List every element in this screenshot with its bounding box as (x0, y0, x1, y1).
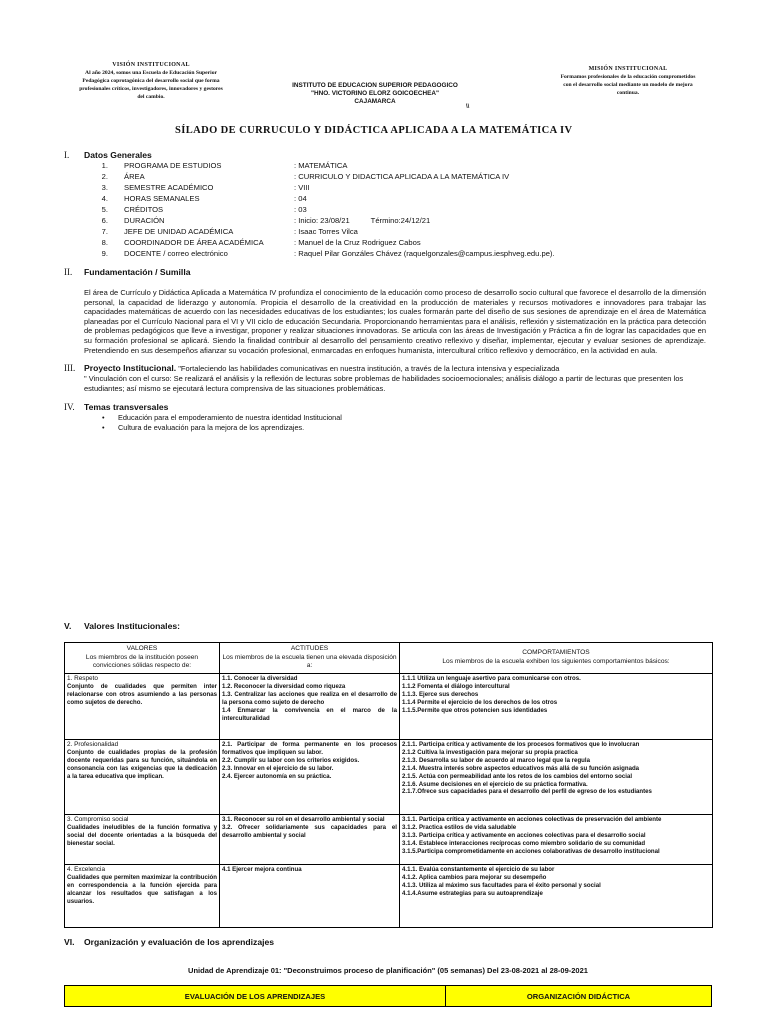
table-row (65, 815, 713, 865)
section-title: Fundamentación / Sumilla (84, 267, 191, 277)
institute-line: CAJAMARCA (354, 98, 396, 105)
mission-text: Formamos profesionales de la educación comprometidos con el desarrollo social mediante un modelo de mejora continua. (560, 74, 696, 96)
table-header-cell: COMPORTAMIENTOS Los miembros de la escuela exhiben los siguientes comportamientos básicos: (400, 643, 713, 674)
page-title: SÍLADO DE CURRUCULO Y DIDÁCTICA APLICADA A LA MATEMÁTICA IV (175, 125, 573, 136)
list-item: • Cultura de evaluación para la mejora de los aprendizajes. (102, 423, 602, 433)
section-number: I. (64, 150, 70, 160)
institute-line: "HNO. VICTORINO ELORZ GOICOECHEA" (310, 90, 440, 97)
list-item: 8. COORDINADOR DE ÁREA ACADÉMICA : Manuel de la Cruz Rodriguez Cabos (101, 238, 421, 247)
list-item: 2. ÁREA : CURRICULO Y DIDACTICA APLICADA A LA MATEMÁTICA IV (101, 172, 510, 181)
section-heading (64, 267, 190, 277)
mission-title: MISIÓN INSTITUCIONAL (588, 66, 668, 72)
unidad-title: Unidad de Aprendizaje 01: "Deconstruimos proceso de planificación" (05 semanas) Del 23-08-2021 al 28-09-2021 (188, 966, 588, 975)
institute-block (290, 82, 460, 106)
section-title: Proyecto Institucional. (84, 363, 177, 373)
table-cell: 2. Profesionalidad Conjunto de cualidades propias de la profesión docente requeridas para su función, situándola en consonancia con las exigencias que la dedicación a la tarea educativa que implican. (65, 740, 220, 815)
table-cell: 2.1. Participar de forma permanente en los procesos formativos que impliquen su labor. 2.2. Cumplir su labor con los criterios exigidos. 2.3. Innovar en el ejercicio de su labor. 2.4. Ejercer autonomía en su práctica. (220, 740, 400, 815)
section-heading (64, 937, 274, 947)
table-row (65, 674, 713, 740)
eval-left-label: EVALUACIÓN DE LOS APRENDIZAJES (65, 986, 446, 1006)
list-item: • Educación para el empoderamiento de nuestra identidad Institucional (102, 413, 602, 423)
section-number: IV. (64, 402, 75, 412)
list-item: 6. DURACIÓN : Inicio: 23/08/21 Término:24/12/21 (101, 216, 431, 225)
mission-block (558, 65, 698, 97)
list-item: 5. CRÉDITOS : 03 (101, 205, 307, 214)
table-cell: 1.1.1 Utiliza un lenguaje asertivo para comunicarse con otros. 1.1.2 Fomenta el diálogo intercultural 1.1.3. Ejerce sus derechos 1.1.4 Permite el ejercicio de los derechos de los otros 1.1.5.Permite que otros potencien sus identidades (400, 674, 713, 740)
section-heading (64, 621, 180, 631)
datos-generales-list (94, 160, 654, 260)
vision-text: Al año 2024, somos una Escuela de Educación Superior Pedagógica coprotagónica del desarrollo social que forma profesionales críticos, investigadores, innovadores y gestores del cambio. (79, 70, 223, 100)
table-cell: 3.1. Reconocer su rol en el desarrollo ambiental y social 3.2. Ofrecer solidariamente sus capacidades para el desarrollo ambiental y social (220, 815, 400, 865)
table-cell: 1. Respeto Conjunto de cualidades que permiten inter relacionarse con otros asumiendo a las personas como sujetos de derecho. (65, 674, 220, 740)
temas-list (102, 413, 602, 433)
table-header-cell: VALORES Los miembros de la institución poseen convicciones sólidas respecto de: (65, 643, 220, 674)
table-row (65, 865, 713, 928)
fundamentacion-text: El área de Currículo y Didáctica Aplicada a Matemática IV profundiza el conocimiento de la educación como proceso de desarrollo socio cultural que favorece el desarrollo de la dimensión personal, la capacidad de liderazgo y autonomía. Propicia el desarrollo de la creatividad en la producción de materiales y recursos motivadores e innovadores para trabajar las capacidades matemáticas de acuerdo con las necesidades educativas de los estudiantes; los cuales formarán parte del diseño de sus sesiones de aprendizaje en el área de Matemática planeadas por el Currículo Nacional para el VI y VII ciclo de educación Secundaria. Proporcionando herramientas para el análisis, reflexión y sistematización en la práctica para detección de problemas pedagógicos que lleve a investigar, proponer y realizar situaciones innovadoras. Se articula con las áreas de Investigación y Práctica a fin de lograr las capacidades que en su formación profesional se aplicará. Siendo la finalidad contribuir al desarrollo del pensamiento creativo reflexivo y diseñar, implementar, ejecutar y evaluar sesiones de aprendizaje. Pretendiendo en sus desempeños afianzar su vocación profesional, enmarcadas en enfoques humanista, intercultural crítico reflexivo y democrático, en la actividad en aula. (84, 288, 706, 355)
table-header-row (65, 643, 713, 674)
table-cell: 3. Compromiso social Cualidades ineludibles de la función formativa y social del docente orientadas a la búsqueda del bienestar social. (65, 815, 220, 865)
list-item: 1. PROGRAMA DE ESTUDIOS : MATEMÁTICA (101, 161, 348, 170)
vision-title: VISIÓN INSTITUCIONAL (112, 62, 190, 68)
section-number: II. (64, 267, 73, 277)
section-title: Valores Institucionales: (84, 621, 180, 631)
table-cell: 4.1.1. Evalúa constantemente el ejercicio de su labor 4.1.2. Aplica cambios para mejorar su desempeño 4.1.3. Utiliza al máximo sus facultades para el éxito personal y social 4.1.4.Asume estrategias para su autoaprendizaje (400, 865, 713, 928)
evaluation-bar (64, 985, 712, 1007)
section-title: Temas transversales (84, 402, 169, 412)
section-heading (64, 150, 152, 160)
proyecto-line: "Fortaleciendo las habilidades comunicativas en nuestra institución, a través de la lectura intensiva y especializada (178, 364, 560, 373)
section-number: III. (64, 363, 76, 373)
table-cell: 3.1.1. Participa crítica y activamente en acciones colectivas de preservación del ambiente 3.1.2. Practica estilos de vida saludable 3.1.3. Participa crítica y activamente en acciones colectivas para el desarrollo social 3.1.4. Establece interacciones recíprocas como miembro solidario de su comunidad 3.1.5.Participa comprometidamente en acciones colaborativas de desarrollo institucional (400, 815, 713, 865)
section-heading (64, 402, 168, 412)
header-mark: \\ (466, 104, 470, 110)
eval-right-label: ORGANIZACIÓN DIDÁCTICA (526, 991, 631, 1001)
table-cell: 1.1. Conocer la diversidad 1.2. Reconocer la diversidad como riqueza 1.3. Centralizar las acciones que realiza en el desarrollo de la persona como sujeto de derecho 1.4 Enmarcar la convivencia en el marco de la interculturalidad (220, 674, 400, 740)
proyecto-vinculacion: " Vinculación con el curso: Se realizará el análisis y la reflexión de lecturas sobre problemas de habilidades socioemocionales; análisis diálogo a partir de lecturas que presenten los estudiantes; así mismo se ejecutará lectura comprensiva de las situaciones problemáticas. (84, 374, 684, 393)
list-item: 7. JEFE DE UNIDAD ACADÉMICA : Isaac Torres Vilca (101, 227, 358, 236)
table-cell: 4. Excelencia Cualidades que permiten maximizar la contribución en correspondencia a la función ejercida para alcanzar los resultados que satisfagan a los usuarios. (65, 865, 220, 928)
institute-line: INSTITUTO DE EDUCACION SUPERIOR PEDAGOGICO (292, 82, 458, 89)
section-number: VI. (64, 937, 75, 947)
table-header-cell: ACTITUDES Los miembros de la escuela tienen una elevada disposición a: (220, 643, 400, 674)
vision-block (76, 61, 226, 101)
table-cell: 4.1 Ejercer mejora continua (220, 865, 400, 928)
table-row (65, 740, 713, 815)
section-number: V. (64, 621, 72, 631)
list-item: 9. DOCENTE / correo electrónico : Raquel Pilar Gonzáles Chávez (raquelgonzales@campus.iesphveg.edu.pe). (101, 249, 555, 258)
table-cell: 2.1.1. Participa crítica y activamente de los procesos formativos que lo involucran 2.1.2 Cultiva la investigación para mejorar su propia practica 2.1.3. Desarrolla su labor de acuerdo al marco legal que la regula 2.1.4. Muestra interés sobre aspectos educativos más allá de su función asignada 2.1.5. Actúa con permeabilidad ante los retos de los cambios del entorno social 2.1.6. Asume decisiones en el ejercicio de su práctica formativa. 2.1.7.Ofrece sus capacidades para el desarrollo del perfil de egreso de los estudiantes (400, 740, 713, 815)
valores-table (64, 642, 713, 928)
section-title: Datos Generales (84, 150, 152, 160)
list-item: 4. HORAS SEMANALES : 04 (101, 194, 307, 203)
proyecto-block (64, 363, 704, 393)
list-item: 3. SEMESTRE ACADÉMICO : VIII (101, 183, 310, 192)
section-title: Organización y evaluación de los aprendizajes (84, 937, 275, 947)
